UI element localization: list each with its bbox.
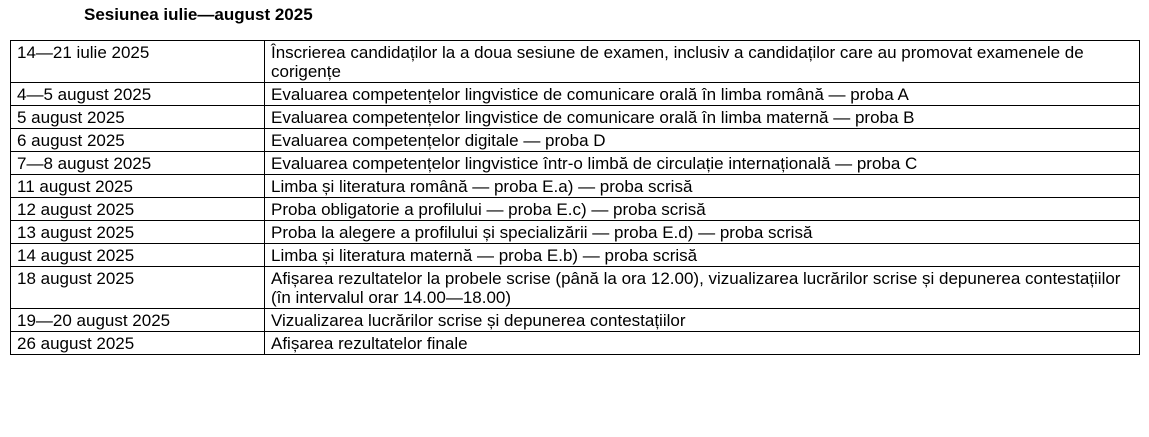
activity-cell: Evaluarea competențelor lingvistice într-o limbă de circulație internațională — proba C <box>265 152 1140 175</box>
table-row <box>11 267 1140 309</box>
table-row <box>11 198 1140 221</box>
activity-cell: Proba obligatorie a profilului — proba E.c) — proba scrisă <box>265 198 1140 221</box>
schedule-table <box>10 40 1140 355</box>
date-cell: 6 august 2025 <box>11 129 265 152</box>
date-cell: 5 august 2025 <box>11 106 265 129</box>
date-cell: 4—5 august 2025 <box>11 83 265 106</box>
activity-cell: Vizualizarea lucrărilor scrise și depunerea contestațiilor <box>265 309 1140 332</box>
date-cell: 26 august 2025 <box>11 332 265 355</box>
date-cell: 7—8 august 2025 <box>11 152 265 175</box>
activity-cell: Înscrierea candidaților la a doua sesiune de examen, inclusiv a candidaților care au promovat examenele de corigențe <box>265 41 1140 83</box>
table-row <box>11 244 1140 267</box>
activity-cell: Afișarea rezultatelor la probele scrise (până la ora 12.00), vizualizarea lucrărilor scrise și depunerea contestațiilor (în intervalul orar 14.00—18.00) <box>265 267 1140 309</box>
activity-cell: Proba la alegere a profilului și specializării — proba E.d) — proba scrisă <box>265 221 1140 244</box>
activity-cell: Limba și literatura română — proba E.a) — proba scrisă <box>265 175 1140 198</box>
table-row <box>11 221 1140 244</box>
page-title: Sesiunea iulie—august 2025 <box>84 5 313 24</box>
table-row <box>11 152 1140 175</box>
table-row <box>11 129 1140 152</box>
activity-cell: Limba și literatura maternă — proba E.b) — proba scrisă <box>265 244 1140 267</box>
date-cell: 14 august 2025 <box>11 244 265 267</box>
date-cell: 19—20 august 2025 <box>11 309 265 332</box>
date-cell: 18 august 2025 <box>11 267 265 309</box>
activity-cell: Evaluarea competențelor lingvistice de comunicare orală în limba română — proba A <box>265 83 1140 106</box>
table-row <box>11 309 1140 332</box>
date-cell: 13 august 2025 <box>11 221 265 244</box>
table-row <box>11 83 1140 106</box>
date-cell: 12 august 2025 <box>11 198 265 221</box>
date-cell: 11 august 2025 <box>11 175 265 198</box>
activity-cell: Evaluarea competențelor digitale — proba D <box>265 129 1140 152</box>
activity-cell: Afișarea rezultatelor finale <box>265 332 1140 355</box>
table-row <box>11 175 1140 198</box>
table-row <box>11 106 1140 129</box>
table-row <box>11 41 1140 83</box>
date-cell: 14—21 iulie 2025 <box>11 41 265 83</box>
table-row <box>11 332 1140 355</box>
activity-cell: Evaluarea competențelor lingvistice de comunicare orală în limba maternă — proba B <box>265 106 1140 129</box>
